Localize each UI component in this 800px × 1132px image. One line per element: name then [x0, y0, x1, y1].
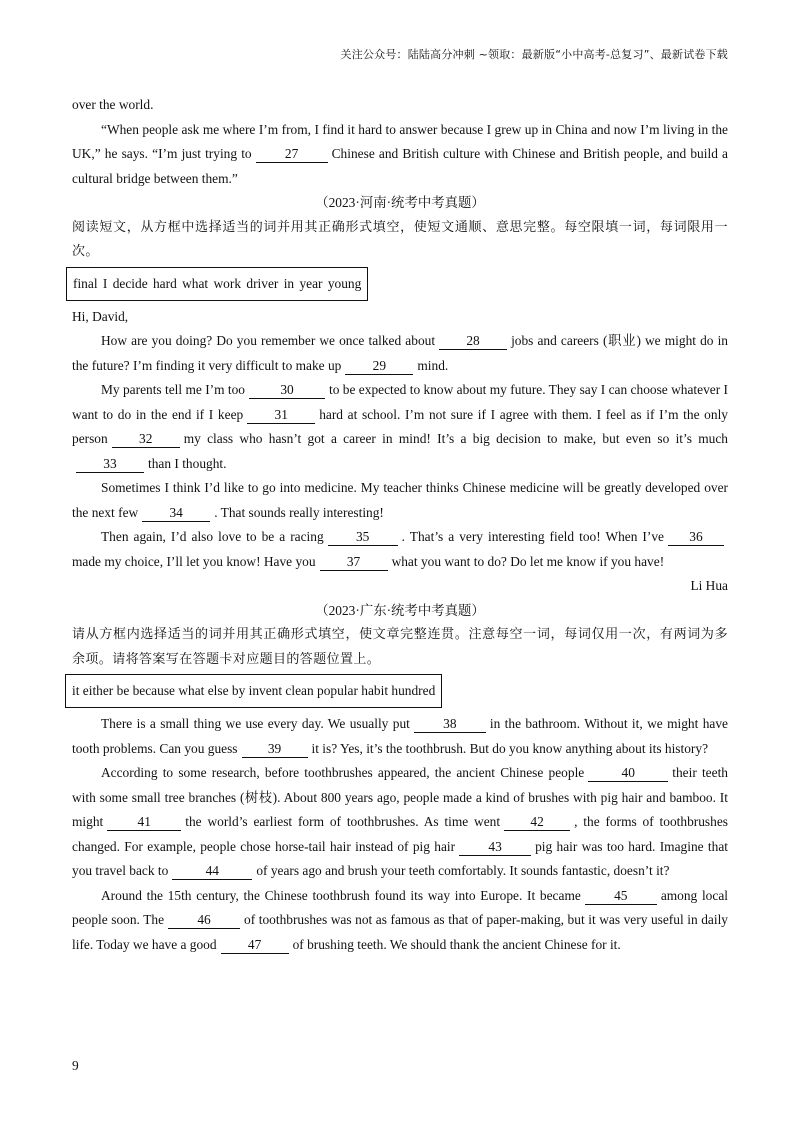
- blank-38[interactable]: 38: [414, 716, 486, 733]
- word-box-henan: final I decide hard what work driver in year young: [66, 267, 368, 301]
- blank-44[interactable]: 44: [172, 863, 252, 880]
- para-letter-3: Sometimes I think I’d like to go into medicine. My teacher thinks Chinese medicine will be greatly developed over the next few 34 . That sounds really interesting!: [72, 480, 728, 520]
- blank-39[interactable]: 39: [242, 741, 308, 758]
- blank-28[interactable]: 28: [439, 333, 507, 350]
- blank-41[interactable]: 41: [107, 814, 181, 831]
- greeting: Hi, David,: [72, 308, 129, 324]
- para-continuation: over the world.: [72, 97, 154, 112]
- page-number: 9: [72, 1058, 79, 1073]
- para-toothbrush-1: There is a small thing we use every day. We usually put 38 in the bathroom. Without it, we might have tooth problems. Can you guess 39 it is? Yes, it’s the toothbrush. But do you know anything about its history?: [72, 716, 728, 756]
- source-label-henan: （2023·河南·统考中考真题）: [315, 195, 485, 210]
- source-label-guangdong: （2023·广东·统考中考真题）: [315, 602, 485, 618]
- blank-43[interactable]: 43: [459, 839, 531, 856]
- blank-40[interactable]: 40: [588, 765, 668, 782]
- blank-35[interactable]: 35: [328, 529, 398, 546]
- page-header: 关注公众号：陆陆高分冲刺 ~领取：最新版“小中高考-总复习”、最新试卷下载: [340, 48, 728, 61]
- blank-29[interactable]: 29: [345, 358, 413, 375]
- blank-32[interactable]: 32: [112, 431, 180, 448]
- blank-45[interactable]: 45: [585, 888, 657, 905]
- para-letter-1: How are you doing? Do you remember we once talked about 28 jobs and careers (职业) we might do in the future? I’m finding it very difficult to make up 29 mind.: [72, 333, 728, 373]
- para-toothbrush-2: According to some research, before toothbrushes appeared, the ancient Chinese people 40 their teeth with some small tree branches (树枝). About 800 years ago, people made a kind of brushes with pig hair and bamboo. It might 41 the world’s earliest form of toothbrushes. As time went 42 , the forms of toothbrushes changed. For example, people chose horse-tail hair instead of pig hair 43 pig hair was too hard. Imagine that you travel back to 44 of years ago and brush your teeth comfortably. It sounds fantastic, doesn’t it?: [72, 765, 728, 878]
- word-box-guangdong: it either be because what else by invent clean popular habit hundred: [65, 674, 442, 708]
- blank-42[interactable]: 42: [504, 814, 570, 831]
- para-quote: “When people ask me where I’m from, I find it hard to answer because I grew up in China and now I’m living in the UK,” he says. “I’m just trying to 27 Chinese and British culture with Chinese and British people, and build a cultural bridge between them.”: [72, 121, 728, 186]
- signature: Li Hua: [690, 578, 728, 593]
- blank-46[interactable]: 46: [168, 912, 240, 929]
- blank-34[interactable]: 34: [142, 505, 210, 522]
- instruction-henan: 阅读短文，从方框中选择适当的词并用其正确形式填空，使短文通顺、意思完整。每空限填一词，每词限用一次。: [72, 219, 728, 259]
- document-body: [72, 93, 728, 957]
- blank-37[interactable]: 37: [320, 554, 388, 571]
- blank-27[interactable]: 27: [256, 146, 328, 163]
- blank-31[interactable]: 31: [247, 407, 315, 424]
- blank-36[interactable]: 36: [668, 529, 724, 546]
- para-letter-2: My parents tell me I’m too 30 to be expected to know about my future. They say I can choose whatever I want to do in the end if I keep 31 hard at school. I’m not sure if I agree with them. I feel as if I’m the only person 32 my class who hasn’t got a career in mind! It’s a big decision to make, but even so it’s much33 than I thought.: [72, 382, 728, 471]
- para-letter-4: Then again, I’d also love to be a racing 35 . That’s a very interesting field too! When I’ve 36made my choice, I’ll let you know! Have you 37 what you want to do? Do let me know if you have!: [72, 525, 728, 574]
- blank-47[interactable]: 47: [221, 937, 289, 954]
- para-toothbrush-3: Around the 15th century, the Chinese toothbrush found its way into Europe. It became 45 among local people soon. The 46 of toothbrushes was not as famous as that of paper-making, but it was very useful in daily life. Today we have a good 47 of brushing teeth. We should thank the ancient Chinese for it.: [72, 887, 728, 952]
- instruction-guangdong: 请从方框内选择适当的词并用其正确形式填空，使文章完整连贯。注意每空一词，每词仅用一次，有两词为多余项。请将答案写在答题卡对应题目的答题位置上。: [72, 627, 728, 667]
- blank-33[interactable]: 33: [76, 456, 144, 473]
- blank-30[interactable]: 30: [249, 382, 325, 399]
